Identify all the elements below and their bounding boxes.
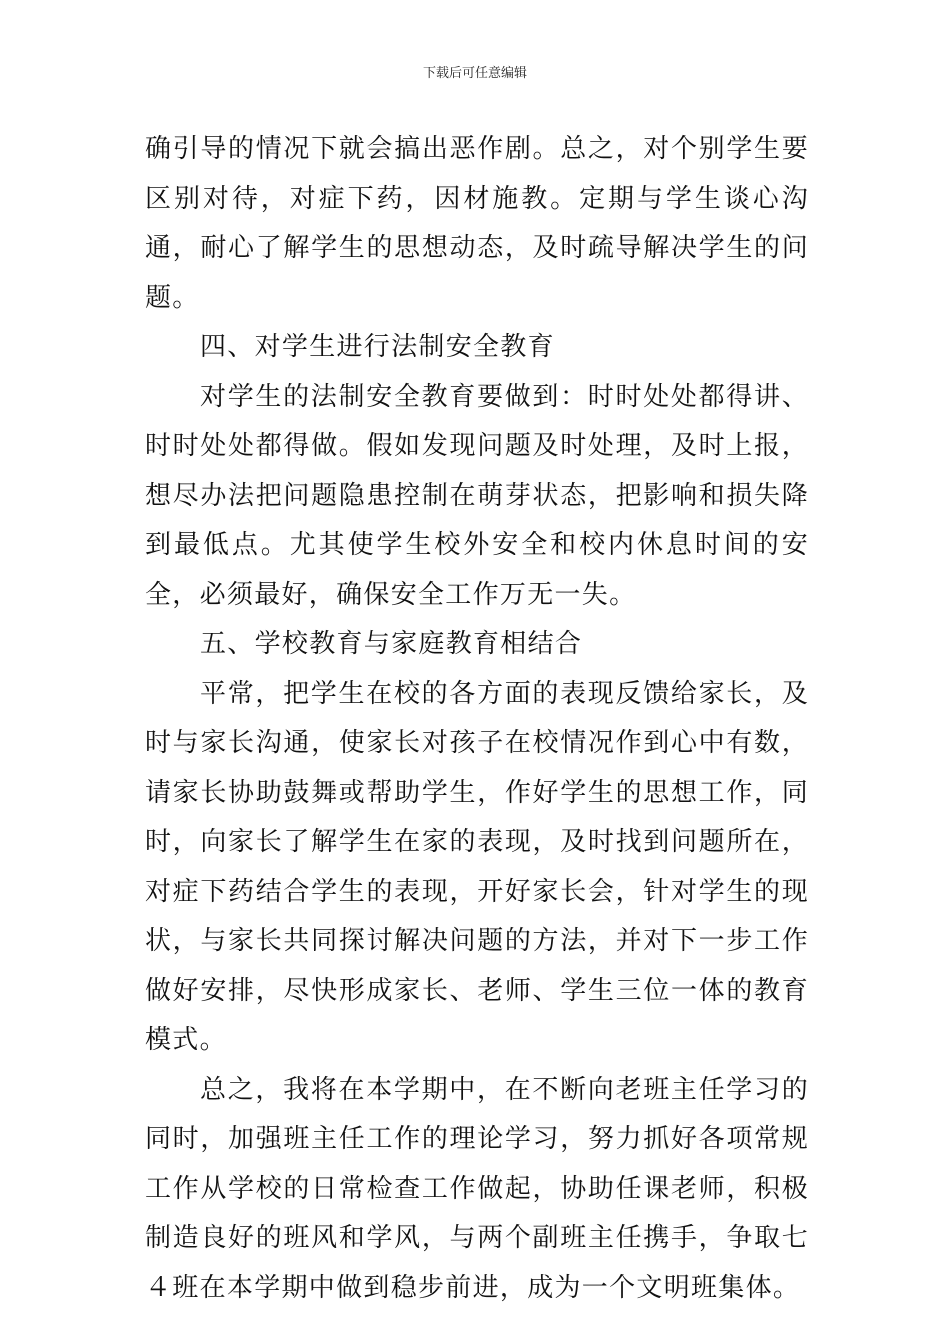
document-body [145,125,809,1313]
page-header: 下载后可任意编辑 [422,66,527,81]
paragraph-continuation: 确引导的情况下就会搞出恶作剧。总之，对个别学生要区别对待，对症下药，因材施教。定期与学生谈心沟通，耐心了解学生的思想动态，及时疏导解决学生的问题。 [145,134,809,313]
paragraph-legal-safety: 对学生的法制安全教育要做到：时时处处都得讲、时时处处都得做。假如发现问题及时处理，及时上报，想尽办法把问题隐患控制在萌芽状态，把影响和损失降到最低点。尤其使学生校外安全和校内休息时间的安全，必须最好，确保安全工作万无一失。 [145,381,809,610]
section-heading-four: 四、对学生进行法制安全教育 [200,332,555,362]
section-heading-five: 五、学校教育与家庭教育相结合 [200,629,583,659]
paragraph-conclusion: 总之，我将在本学期中，在不断向老班主任学习的同时，加强班主任工作的理论学习，努力抓好各项常规工作从学校的日常检查工作做起，协助任课老师，积极制造良好的班风和学风，与两个副班主任携手，争取七４班在本学期中做到稳步前进，成为一个文明班集体。 [145,1074,809,1303]
paragraph-family-education: 平常，把学生在校的各方面的表现反馈给家长，及时与家长沟通，使家长对孩子在校情况作到心中有数，请家长协助鼓舞或帮助学生，作好学生的思想工作，同时，向家长了解学生在家的表现，及时找到问题所在，对症下药结合学生的表现，开好家长会，针对学生的现状，与家长共同探讨解决问题的方法，并对下一步工作做好安排，尽快形成家长、老师、学生三位一体的教育模式。 [145,678,809,1055]
